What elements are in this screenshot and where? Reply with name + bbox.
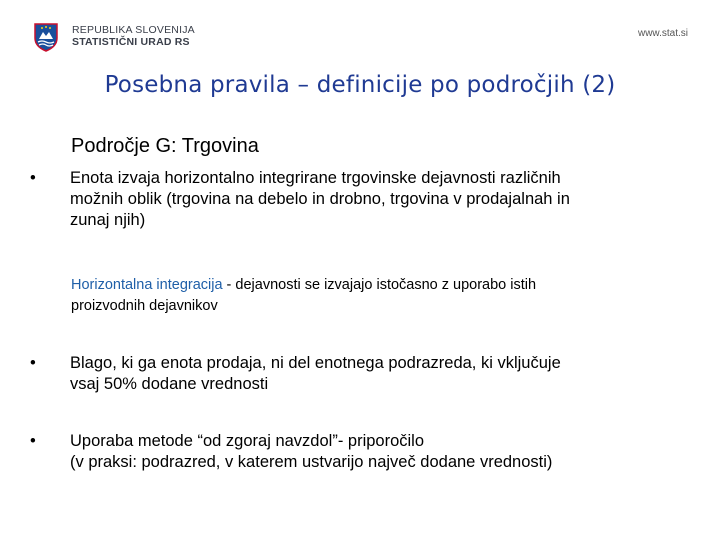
website-url: www.stat.si	[637, 28, 688, 39]
bullet-line: vsaj 50% dodane vrednosti	[70, 375, 269, 393]
bullet-item	[30, 353, 690, 395]
organization-name	[72, 24, 195, 49]
bullet-line: zunaj njih)	[70, 211, 146, 229]
definition-note	[71, 275, 691, 317]
bullet-line: možnih oblik (trgovina na debelo in drobno, trgovina v prodajalnah in	[70, 190, 570, 208]
definition-term: Horizontalna integracija	[71, 277, 223, 293]
org-line-2: STATISTIČNI URAD RS	[72, 36, 190, 48]
bullet-icon: •	[30, 432, 36, 450]
bullet-line: Uporaba metode “od zgoraj navzdol”- priporočilo	[70, 432, 425, 450]
bullet-item	[30, 168, 690, 231]
slide-title: Posebna pravila – definicije po področjih (2)	[104, 72, 616, 98]
bullet-icon: •	[30, 354, 36, 372]
definition-text: - dejavnosti se izvajajo istočasno z uporabo istih	[222, 277, 537, 293]
bullet-icon: •	[30, 169, 36, 187]
bullet-line: (v praksi: podrazred, v katerem ustvarijo največ dodane vrednosti)	[70, 453, 553, 471]
slovenia-coat-of-arms-icon	[33, 22, 59, 52]
org-line-1: REPUBLIKA SLOVENIJA	[72, 24, 195, 36]
bullet-item	[30, 431, 690, 473]
definition-text-line2: proizvodnih dejavnikov	[71, 298, 218, 314]
bullet-line: Blago, ki ga enota prodaja, ni del enotnega podrazreda, ki vključuje	[70, 354, 561, 372]
slide-subtitle: Področje G: Trgovina	[71, 135, 259, 157]
bullet-line: Enota izvaja horizontalno integrirane trgovinske dejavnosti različnih	[70, 169, 561, 187]
